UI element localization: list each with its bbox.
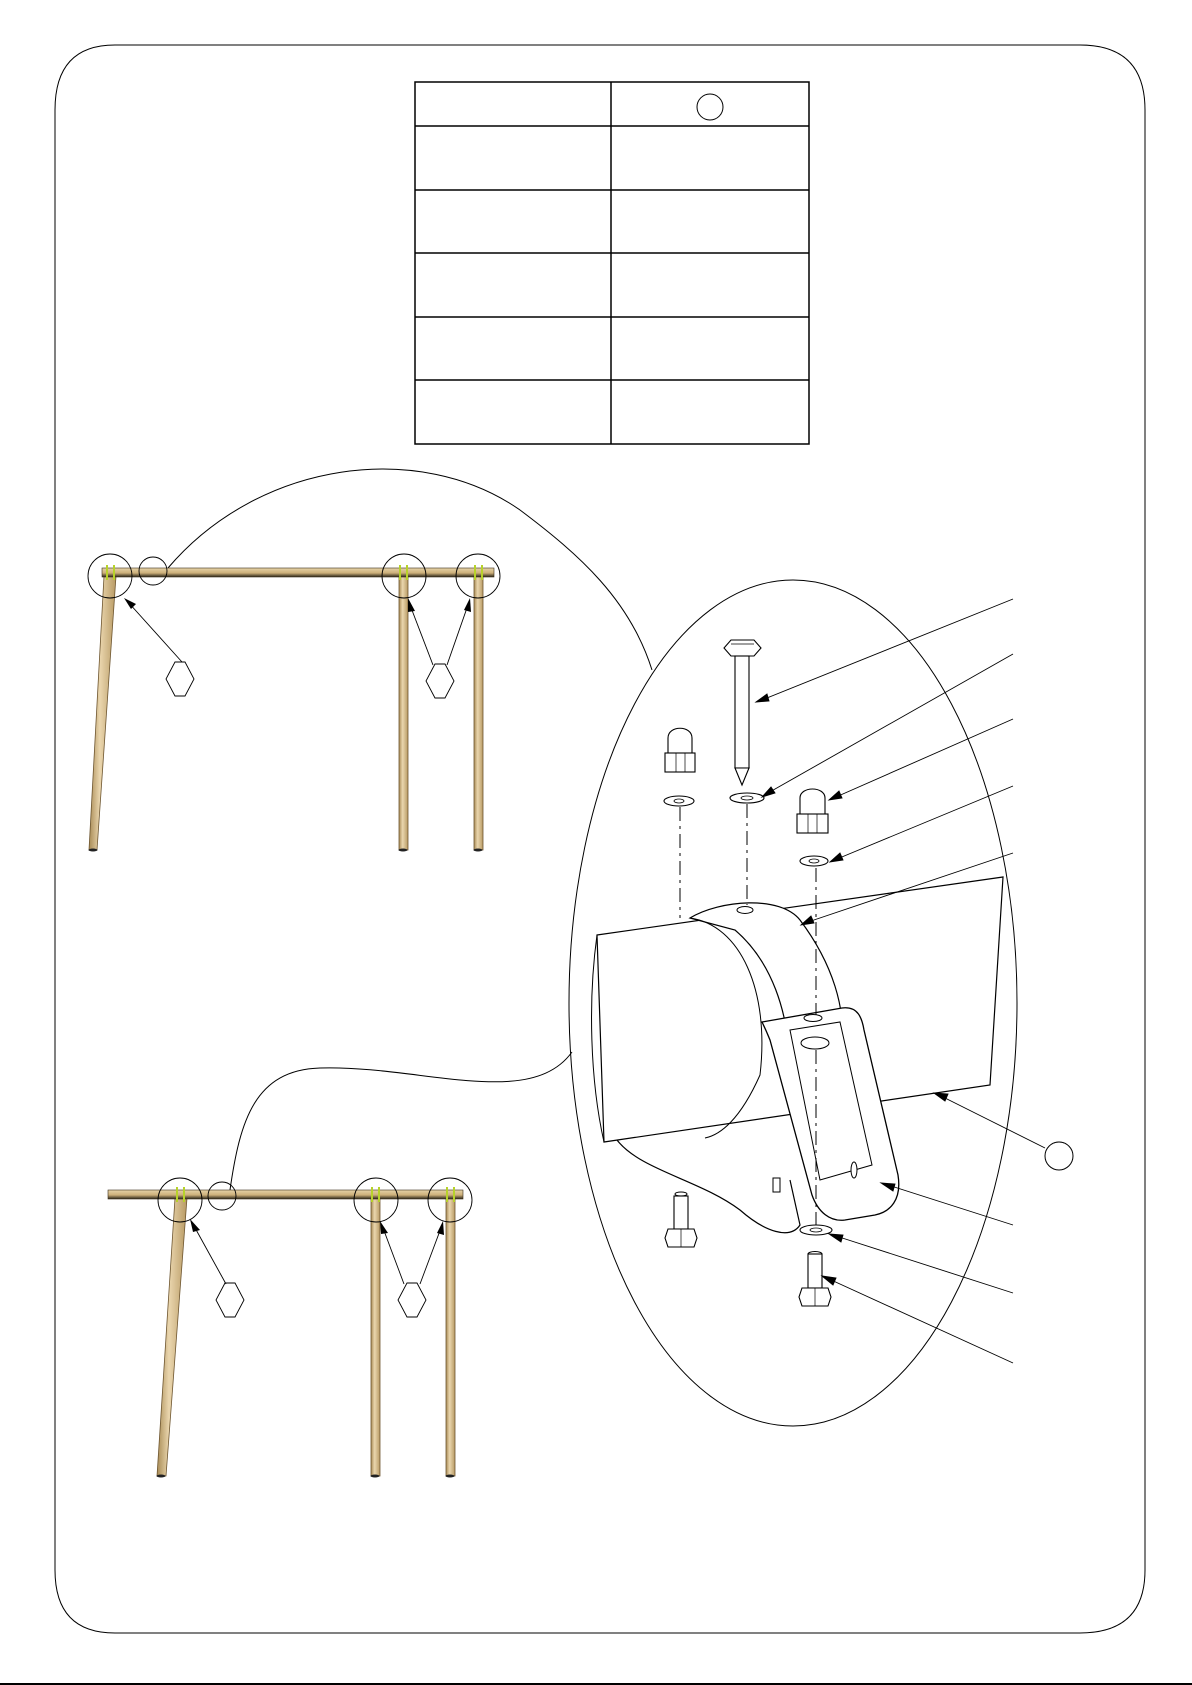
detail-long-bolt (724, 640, 764, 905)
connector-curve-bottom (230, 1052, 572, 1190)
frame-bottom-hex-right (398, 1283, 426, 1317)
frame-bottom-leg-left (157, 1198, 187, 1476)
frame-bottom-beam (108, 1190, 463, 1199)
detail-short-bolt-left (665, 1192, 697, 1247)
detail-beam-callout-circle (1045, 1142, 1073, 1170)
swing-frame-bottom (108, 1178, 472, 1478)
frame-top-leg-left (89, 576, 116, 850)
frame-bottom-leg-mid (371, 1198, 380, 1476)
frame-bottom-leg-right (446, 1198, 455, 1476)
swing-frame-top (88, 554, 500, 852)
frame-top-leg-mid (399, 576, 408, 850)
frame-top-leg-right (474, 576, 483, 850)
detail-cap-nut-left (664, 728, 695, 918)
frame-bottom-hex-left (216, 1283, 244, 1317)
detail-view (569, 580, 1073, 1426)
parts-table (415, 82, 809, 444)
detail-short-bolt-right (799, 1225, 832, 1306)
frame-top-beam (102, 568, 494, 577)
frame-top-hex-left (166, 662, 194, 696)
frame-top-hex-right (426, 664, 454, 698)
